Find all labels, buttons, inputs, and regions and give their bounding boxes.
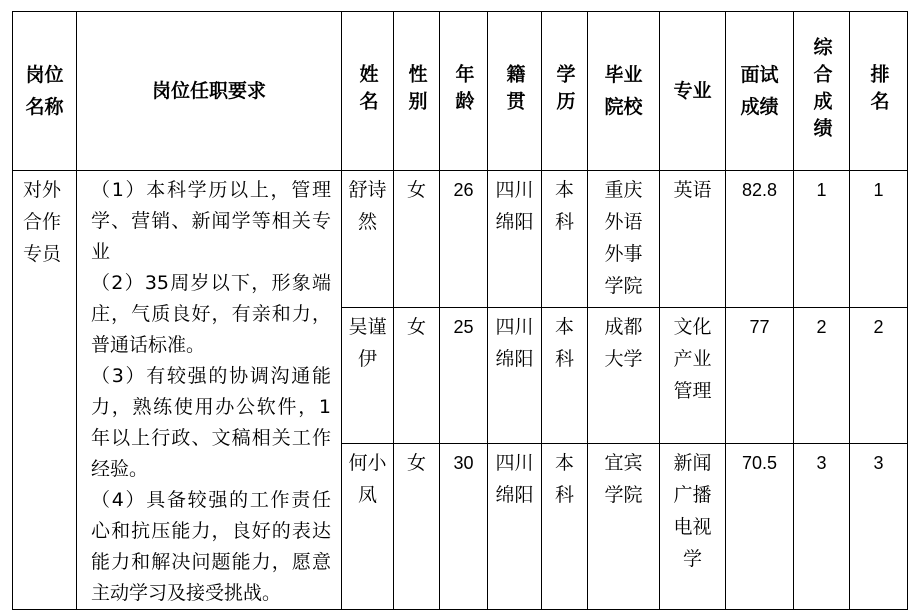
header-name bbox=[342, 12, 394, 171]
candidate-name: 舒诗然 bbox=[342, 171, 394, 308]
candidate-age: 30 bbox=[440, 443, 488, 609]
candidate-gender: 女 bbox=[394, 443, 440, 609]
candidate-native-place: 四川绵阳 bbox=[488, 171, 542, 308]
header-requirements: 岗位任职要求 bbox=[77, 12, 342, 171]
candidate-rank: 1 bbox=[850, 171, 908, 308]
candidate-native-place: 四川绵阳 bbox=[488, 308, 542, 443]
candidate-gender: 女 bbox=[394, 171, 440, 308]
header-age-text: 年龄 bbox=[452, 64, 475, 118]
requirement-item: （4）具备较强的工作责任心和抗压能力，良好的表达能力和解决问题能力，愿意主动学习及接受挑战。 bbox=[91, 489, 331, 604]
post-name-cell: 对外合作专员 bbox=[13, 171, 77, 610]
candidate-gender: 女 bbox=[394, 308, 440, 443]
header-rank bbox=[850, 12, 908, 171]
header-row bbox=[13, 12, 908, 171]
candidate-major: 新闻广播电视学 bbox=[660, 443, 726, 609]
header-education-text: 学历 bbox=[553, 64, 576, 118]
candidate-major: 英语 bbox=[660, 171, 726, 308]
requirement-item: （3）有较强的协调沟通能力，熟练使用办公软件，1年以上行政、文稿相关工作经验。 bbox=[91, 365, 331, 480]
header-name-text: 姓名 bbox=[356, 64, 379, 118]
candidate-overall-score: 1 bbox=[794, 171, 850, 308]
header-age bbox=[440, 12, 488, 171]
candidate-interview-score: 82.8 bbox=[726, 171, 794, 308]
candidate-age: 25 bbox=[440, 308, 488, 443]
header-post-name: 岗位名称 bbox=[13, 12, 77, 171]
candidate-school: 宜宾学院 bbox=[588, 443, 660, 609]
requirement-item: （2）35周岁以下，形象端庄，气质良好，有亲和力，普通话标准。 bbox=[91, 272, 331, 356]
header-native-place bbox=[488, 12, 542, 171]
candidate-school: 重庆外语外事学院 bbox=[588, 171, 660, 308]
header-native-place-text: 籍贯 bbox=[503, 64, 526, 118]
header-major: 专业 bbox=[660, 12, 726, 171]
candidate-ranking-table bbox=[12, 11, 908, 610]
candidate-overall-score: 2 bbox=[794, 308, 850, 443]
candidate-education: 本科 bbox=[542, 443, 588, 609]
candidate-native-place: 四川绵阳 bbox=[488, 443, 542, 609]
header-overall-score-text: 综合成绩 bbox=[810, 37, 833, 145]
header-education bbox=[542, 12, 588, 171]
header-interview-score: 面试成绩 bbox=[726, 12, 794, 171]
candidate-rank: 3 bbox=[850, 443, 908, 609]
header-rank-text: 排名 bbox=[867, 64, 890, 118]
requirement-item: （1）本科学历以上，管理学、营销、新闻学等相关专业 bbox=[91, 179, 331, 263]
candidate-education: 本科 bbox=[542, 171, 588, 308]
candidate-name: 吴谨伊 bbox=[342, 308, 394, 443]
candidate-age: 26 bbox=[440, 171, 488, 308]
candidate-interview-score: 77 bbox=[726, 308, 794, 443]
table-row bbox=[13, 171, 908, 308]
candidate-interview-score: 70.5 bbox=[726, 443, 794, 609]
candidate-overall-score: 3 bbox=[794, 443, 850, 609]
candidate-education: 本科 bbox=[542, 308, 588, 443]
header-school: 毕业院校 bbox=[588, 12, 660, 171]
candidate-major: 文化产业管理 bbox=[660, 308, 726, 443]
header-gender bbox=[394, 12, 440, 171]
candidate-rank: 2 bbox=[850, 308, 908, 443]
requirements-cell bbox=[77, 171, 342, 610]
candidate-school: 成都大学 bbox=[588, 308, 660, 443]
candidate-name: 何小凤 bbox=[342, 443, 394, 609]
header-overall-score bbox=[794, 12, 850, 171]
header-gender-text: 性别 bbox=[405, 64, 428, 118]
